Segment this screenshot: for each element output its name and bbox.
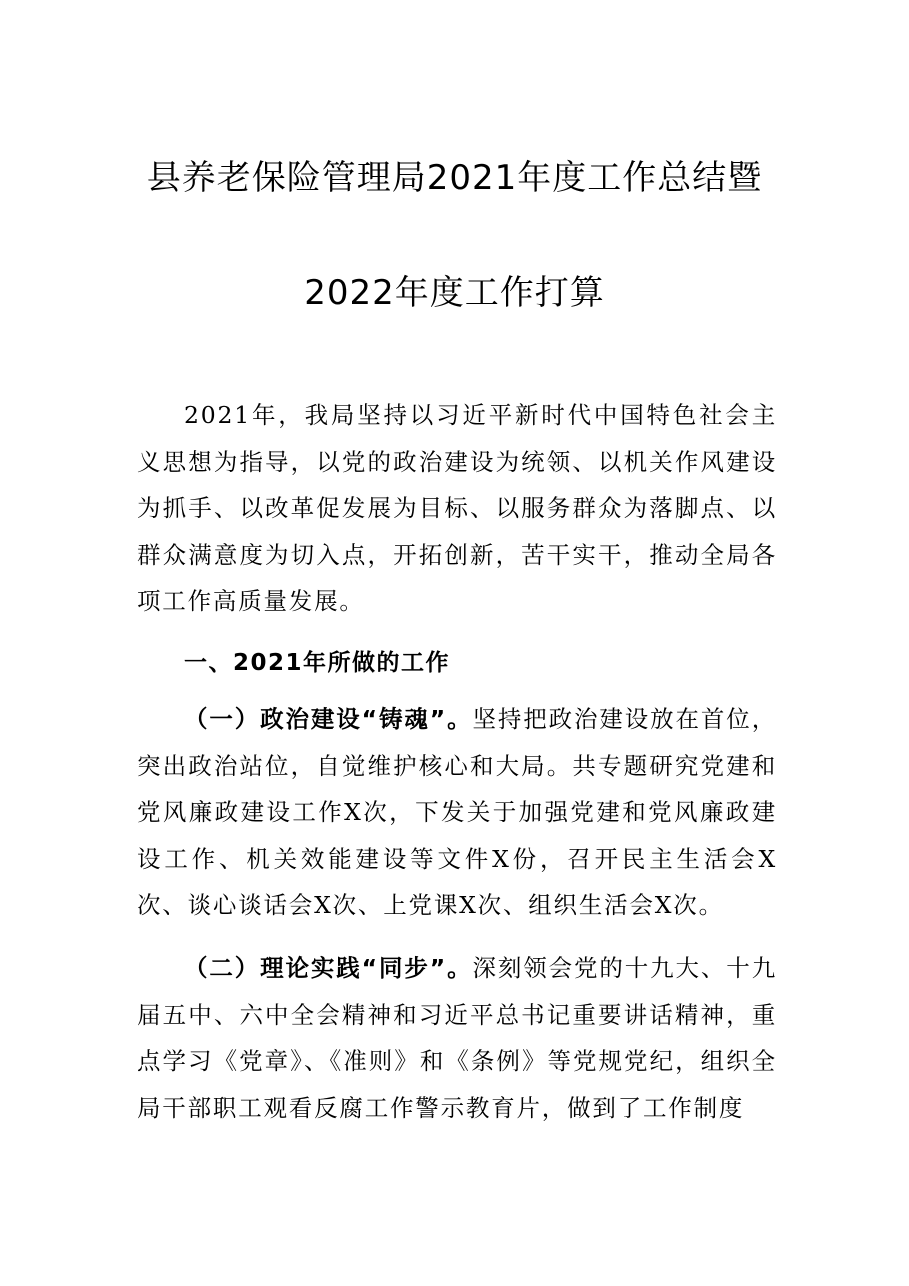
document-title-line-1: 县养老保险管理局2021年度工作总结暨 <box>146 158 763 198</box>
document-title-line-2: 2022年度工作打算 <box>304 273 605 313</box>
paragraph-lead: （二）理论实践“同步”。 <box>184 954 473 982</box>
section-heading-1: 一、2021年所做的工作 <box>184 650 451 676</box>
intro-paragraph: 2021年，我局坚持以习近平新时代中国特色社会主义思想为指导，以党的政治建设为统领、以机关作风建设为抓手、以改革促发展为目标、以服务群众为落脚点、以群众满意度为切入点，开拓创新，苦干实干，推动全局各项工作高质量发展。 <box>137 401 777 615</box>
paragraph-body: 深刻领会党的十九大、十九届五中、六中全会精神和习近平总书记重要讲话精神，重点学习《党章》、《准则》和《条例》等党规党纪，组织全局干部职工观看反腐工作警示教育片，做到了工作制度 <box>137 954 777 1122</box>
paragraph-body: 坚持把政治建设放在首位，突出政治站位，自觉维护核心和大局。共专题研究党建和党风廉政建设工作X次，下发关于加强党建和党风廉政建设工作、机关效能建设等文件X份，召开民主生活会X次、谈心谈话会X次、上党课X次、组织生活会X次。 <box>137 705 777 919</box>
paragraph-lead: （一）政治建设“铸魂”。 <box>184 705 473 733</box>
paragraph-political-building <box>137 696 777 929</box>
paragraph-theory-practice <box>137 945 777 1131</box>
